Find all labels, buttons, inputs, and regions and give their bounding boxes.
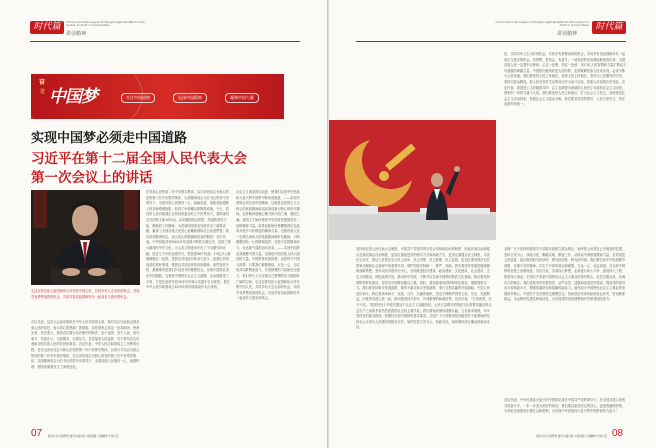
banner-brand-top: 奋 — [39, 79, 46, 86]
section-seal-right: 时代篇 — [592, 21, 626, 34]
rally-photo — [329, 120, 496, 240]
headline-sub-2: 第一次会议上的讲话 — [31, 170, 153, 185]
article-column-right-3: 全国广大干部特别是领导干部要牢固树立群众观点，始终把人民放在心中最高的位置，坚持立党为公、执政为民，脚踏实地，勤奋工作，从群众中汲取智慧和力量，自觉接受人民监督，真正做到权为民所用、情为民所系、利为民所谋。我们要弘扬中华民族勤劳勇敢、自强不息的精神，以实干兴邦的意志和豪情，万众一心、众志成城，在实现中国梦的征程上奋勇前进。各位代表，实现伟大梦想，必须进行伟大斗争、建设伟大工程、推进伟大事业。中国共产党是中国特色社会主义事业的领导核心，处在总揽全局、协调各方的地位。我们党要坚持党要管党、从严治党，加强和改进党的建设，提高党的领导水平和执政水平，增强拒腐防变和抵御风险能力，始终成为中国特色社会主义事业的坚强领导核心。中国共产党员要坚定理想信念，发扬党的光荣传统和优良作风，密切联系群众，永远保持先进性和纯洁性，为实现党的崇高理想和历史使命团结奋斗。 — [504, 247, 626, 302]
banner-brand-small: 进 — [40, 89, 46, 95]
footer-right: 服务社区中国梦想 建设幸福家园 中国道路 中国精神 中国力量 — [536, 434, 607, 438]
banner-tag-road: 关注中国道路 — [121, 93, 155, 103]
column-name-right: 讲话精神 — [557, 31, 578, 37]
header-rule-right — [356, 41, 626, 42]
article-column-3: 社会主义事业推向前进，使我们实现中华民族伟大复兴的中国梦不断向前推进。——实现中国梦必须弘扬中国精神。这就是以爱国主义为核心的民族精神和以改革创新为核心的时代精神。这种精神是凝心聚力的兴国之魂、强国之魂。爱国主义始终是把中华民族坚强团结在一起的精神力量，改革创新始终是鞭策我们在改革开放中与时俱进的精神力量。全国各族人民一定要弘扬伟大的民族精神和时代精神，不断增强团结一心的精神纽带、自强不息的精神动力，永远朝气蓬勃迈向未来。——实现中国梦必须凝聚中国力量。这就是中国各族人民大团结的力量。中国梦是民族的梦，也是每个中国人的梦。只要我们紧紧团结，万众一心，为实现共同梦想而奋斗，实现梦想的力量就无比强大，我们每个人为实现自己梦想的努力就拥有广阔的空间。生活在我们伟大祖国和伟大时代的中国人民，共同享有人生出彩的机会，共同享有梦想成真的机会，共同享有同祖国和时代一起成长与进步的机会。 — [236, 190, 300, 301]
magazine-english-title-right: Communist Youth League of Chengdu eight-benefits function (Liaison to Youth in Communities) — [495, 21, 589, 28]
section-seal-left: 时代篇 — [30, 21, 64, 34]
article-column-right-1: 民，共同享有人生出彩的机会，共同享有梦想成真的机会，共同享有同祖国和时代一起成长与进步的机会。有梦想，有机会，有奋斗，一切美好的东西都能够创造出来。全国各族人民一定要牢记使命，心往一处想，劲往一处使，用13亿人的智慧和力量汇集起不可战胜的磅礴力量。中国梦归根到底是人民的梦，必须紧紧依靠人民来实现，必须不断为人民造福。我们要坚持人民主体地位，坚持人民主体地位，坚持为人民服务的宗旨，坚持走群众路线，把人民对美好生活的向往作为奋斗目标，依靠人民创造历史伟业。各位代表，我国是工人阶级领导的、以工农联盟为基础的人民民主专政的社会主义国家，国家的一切权力属于人民。我们要坚持人民主体地位，扩大社会主义民主，加快建设社会主义法治国家，发展社会主义政治文明。我们要坚持党的领导、人民当家作主、依法治国有机统一。 — [504, 52, 626, 107]
article-column-right-3-end: 各位代表，中华民族伟大复兴的中国梦必将在中国共产党的领导下，在全国各族人民的共同奋斗中，一步一步变为美好的现实！我们要以更加坚定的信心、更加饱满的热情，为夺取全面建成小康社会新胜利，为实现中华民族伟大复兴的中国梦而努力奋斗！ — [504, 398, 626, 414]
headline-main: 实现中国梦必须走中国道路 — [31, 130, 188, 145]
article-column-2: 在党和人民的第二代中央领导集体，以江泽民同志为核心的党的第三代中央领导集体，以胡锦涛同志为总书记的党中央领导下，全国各族人民团结一心、砥砺奋进，战胜前进道路上的各种艰难险阻，取得了举世瞩目的辉煌成就。今天，我们的人民共和国正以昂扬的姿态屹立于世界东方。胡锦涛同志任国家主席10年间，以卓越的政治智慧、高超的领导才能、勤勉的工作精神，为党和国家事业发展作出了重要贡献，赢得了全国各族人民衷心爱戴和国际社会高度赞誉。我们向胡锦涛同志，表示衷心的感谢和崇高的敬意！各位代表，中华民族具有5000多年连绵不断的文明历史，创造了博大精深的中华文化，为人类文明进步作出了不可磨灭的贡献。经过几千年的沧桑岁月，把我国56个民族、13亿多人紧紧凝聚在一起的，是我们共同经历的非凡奋斗，是我们共同创造的美好家园，是我们共同培育的民族精神，而贯穿其中的、最重要的是我们共同坚守的理想信念。实现中国梦必须走中国道路。这就是中国特色社会主义道路。这条道路来之不易，它是在改革开放30多年的伟大实践中走出来的，是在中华人民共和国成立60多年的持续探索中走出来的。 — [146, 190, 231, 290]
column-name-left: 讲话精神 — [66, 31, 87, 37]
footer-left: 服务社区中国梦想 建设幸福家园 中国道路 中国精神 中国力量 — [48, 434, 119, 438]
page-number-right: 08 — [612, 428, 624, 439]
article-column-1: 各位代表，这次大会选举我担任中华人民共和国主席，我对各位代表和全国各族人民的信任，表示衷心的感谢！我深知，担任国家主席这一崇高职务，使命光荣、责任重大。我将忠实履行宪法赋予的职责，忠于祖国、忠于人民，恪尽职守、夙夜在公，为民服务、为国尽力，自觉接受人民监督，决不辜负各位代表和全国各族人民的信任和重托。各位代表，中华人民共和国成立了光辉的历程。在以毛泽东同志为核心的党的第一代中央领导集体，以邓小平同志为核心的党的第二代中央领导集体，以江泽民同志为核心的党的第三代中央领导集体，以胡锦涛同志为总书记的党中央领导下，全国各族人民团结一心、顽强拼搏，使国家面貌发生了深刻变化。 — [31, 320, 140, 369]
magazine-english-title-left: Communist Youth League of Chengdu eight-benefits function (Liaison to Youth in Communities) — [66, 21, 146, 28]
rally-photo-illustration — [329, 120, 496, 240]
right-page — [329, 0, 656, 448]
speaker-portrait-photo — [31, 190, 140, 285]
speaker-portrait-illustration — [31, 190, 140, 285]
article-column-right-2: 坚持和完善人民代表大会制度、中国共产党领导的多党合作和政治协商制度、民族区域自治制度以及基层群众自治制度，更加注重改进党的领导方式和执政方式，更加注重健全民主制度、丰富民主形式，保证人民依法实行民主选举、民主决策、民主管理、民主监督，更加注重发挥法治在国家治理和社会管理中的重要作用，维护国家法制统一、尊严、权威。我们要坚持发展是硬道理的战略思想，坚持以经济建设为中心，全面推进经济建设、政治建设、文化建设、社会建设、生态文明建设，深化改革开放，推动科学发展，不断夯实实现中国梦的物质文化基础。我们要坚持国防和军队建设，坚持走中国特色精兵之路。同时，要高度重视国防和军队建设，增强国防实力。我们要坚持和平发展道路，始终不渝走和平发展道路、奉行互利共赢的开放战略。中国人民爱好和平，我们将高举和平、发展、合作、共赢的旗帜，坚定不移维护国家主权、安全、发展利益，同世界各国人民一起，推动建设持久和平、共同繁荣的和谐世界。各位代表，“空谈误国，实干兴邦。”我国仍处于并将长期处于社会主义初级阶段，人民日益增长的物质文化需要同落后的社会生产之间的矛盾仍然是我国社会的主要矛盾，我们要始终保持清醒头脑，立足基本国情，牢牢坚持党的基本路线，把握好实现中国梦的基本要求。全国广大干部特别是各级领导干部要始终坚持全心全意为人民服务的根本宗旨，始终坚持立党为公、执政为民，始终保持清正廉洁的政治本色。 — [356, 247, 492, 330]
header-rule-left — [30, 41, 300, 42]
banner-tag-spirit: 弘扬中国精神 — [173, 93, 207, 103]
photo-caption: 生活在我们伟大祖国和伟大时代的中国人民，共同享有人生出彩的机会，共同享有梦想成真的机会，共同享有同祖国和时代一起成长与进步的机会。 — [31, 289, 140, 299]
banner-brand-main: 中国梦 — [49, 87, 97, 107]
feature-banner — [31, 74, 284, 119]
left-page — [0, 0, 327, 448]
page-number-left: 07 — [31, 428, 43, 439]
headline-sub-1: 习近平在第十二届全国人民代表大会 — [31, 151, 247, 166]
banner-tag-power: 凝聚中国力量 — [225, 93, 259, 103]
